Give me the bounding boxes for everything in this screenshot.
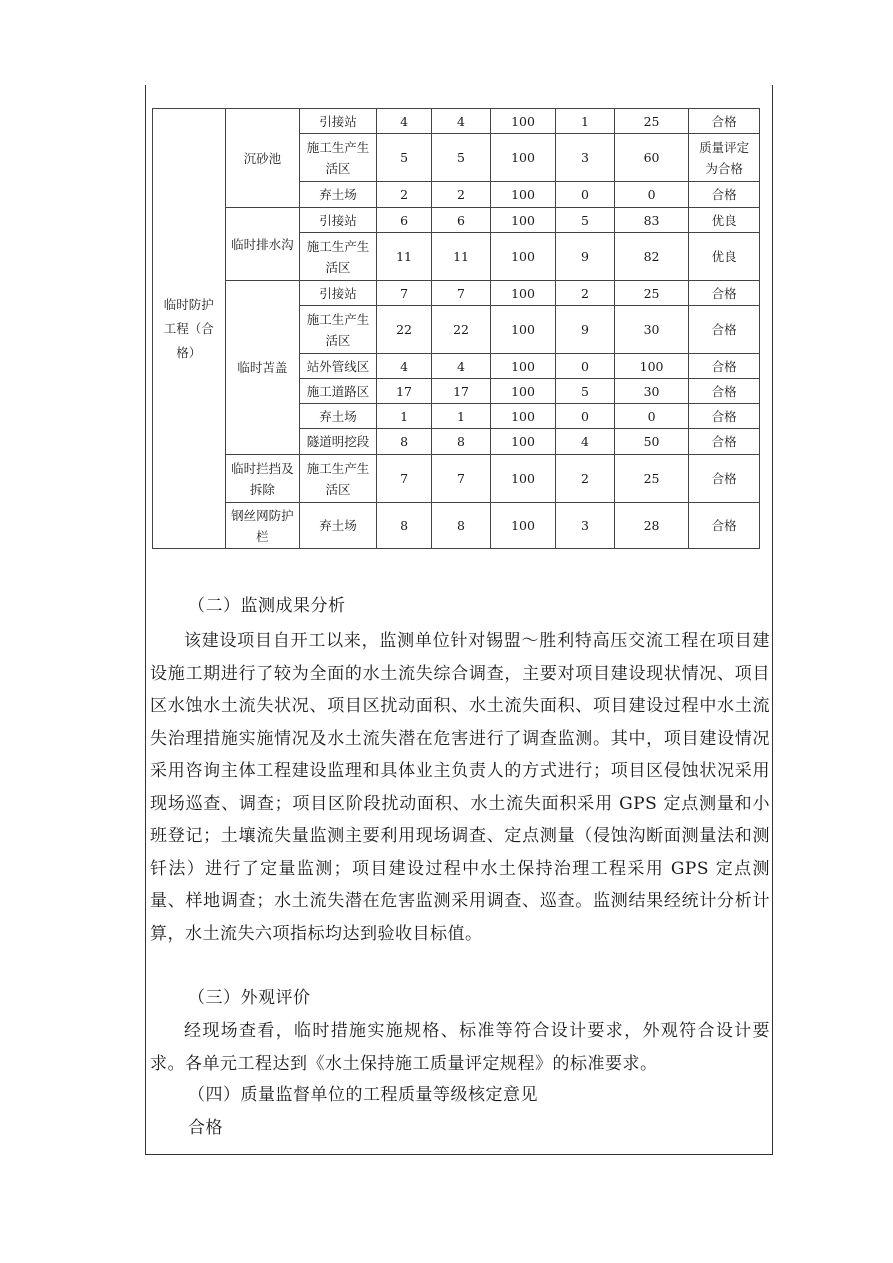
area-cell: 弃土场 — [300, 182, 377, 208]
value-cell: 100 — [490, 379, 556, 404]
value-cell: 17 — [432, 379, 490, 404]
measure-cell: 沉砂池 — [225, 109, 300, 208]
value-cell: 0 — [614, 404, 689, 429]
value-cell: 17 — [376, 379, 431, 404]
result-cell: 优良 — [689, 208, 760, 233]
result-cell: 合格 — [689, 306, 760, 354]
value-cell: 8 — [376, 429, 431, 455]
value-cell: 30 — [614, 306, 689, 354]
measure-cell: 临时拦挡及拆除 — [225, 455, 300, 503]
area-cell: 施工生产生活区 — [300, 233, 377, 281]
value-cell: 82 — [614, 233, 689, 281]
value-cell: 25 — [614, 281, 689, 306]
value-cell: 3 — [556, 503, 614, 549]
area-cell: 引接站 — [300, 109, 377, 134]
value-cell: 1 — [432, 404, 490, 429]
value-cell: 0 — [556, 182, 614, 208]
value-cell: 6 — [376, 208, 431, 233]
value-cell: 5 — [376, 134, 431, 182]
result-cell: 合格 — [689, 182, 760, 208]
value-cell: 9 — [556, 233, 614, 281]
area-cell: 施工生产生活区 — [300, 306, 377, 354]
value-cell: 100 — [490, 182, 556, 208]
value-cell: 100 — [614, 354, 689, 379]
table-row — [153, 208, 760, 233]
result-cell: 合格 — [689, 455, 760, 503]
value-cell: 100 — [490, 281, 556, 306]
value-cell: 28 — [614, 503, 689, 549]
area-cell: 施工生产生活区 — [300, 134, 377, 182]
area-cell: 施工道路区 — [300, 379, 377, 404]
value-cell: 30 — [614, 379, 689, 404]
table-row — [153, 281, 760, 306]
value-cell: 100 — [490, 503, 556, 549]
table-row — [153, 109, 760, 134]
area-cell: 弃土场 — [300, 503, 377, 549]
value-cell: 2 — [432, 182, 490, 208]
result-cell: 优良 — [689, 233, 760, 281]
area-cell: 站外管线区 — [300, 354, 377, 379]
result-cell: 合格 — [689, 429, 760, 455]
table-row — [153, 455, 760, 503]
measure-cell: 临时排水沟 — [225, 208, 300, 281]
value-cell: 22 — [376, 306, 431, 354]
value-cell: 100 — [490, 429, 556, 455]
result-cell: 合格 — [689, 354, 760, 379]
area-cell: 引接站 — [300, 281, 377, 306]
value-cell: 22 — [432, 306, 490, 354]
value-cell: 100 — [490, 233, 556, 281]
value-cell: 6 — [432, 208, 490, 233]
value-cell: 4 — [432, 109, 490, 134]
value-cell: 7 — [376, 455, 431, 503]
value-cell: 4 — [556, 429, 614, 455]
paragraph-supervision: 合格 — [188, 1118, 223, 1138]
value-cell: 8 — [376, 503, 431, 549]
section-heading-supervision: （四）质量监督单位的工程质量等级核定意见 — [188, 1085, 538, 1105]
value-cell: 11 — [376, 233, 431, 281]
value-cell: 7 — [376, 281, 431, 306]
value-cell: 11 — [432, 233, 490, 281]
value-cell: 0 — [556, 354, 614, 379]
area-cell: 隧道明挖段 — [300, 429, 377, 455]
result-cell: 合格 — [689, 404, 760, 429]
value-cell: 25 — [614, 455, 689, 503]
value-cell: 1 — [376, 404, 431, 429]
value-cell: 9 — [556, 306, 614, 354]
value-cell: 50 — [614, 429, 689, 455]
value-cell: 5 — [432, 134, 490, 182]
group-label: 临时防护工程（合格） — [153, 109, 226, 549]
value-cell: 2 — [376, 182, 431, 208]
value-cell: 0 — [556, 404, 614, 429]
value-cell: 100 — [490, 455, 556, 503]
value-cell: 2 — [556, 281, 614, 306]
value-cell: 25 — [614, 109, 689, 134]
value-cell: 0 — [614, 182, 689, 208]
result-cell: 合格 — [689, 503, 760, 549]
value-cell: 7 — [432, 455, 490, 503]
area-cell: 引接站 — [300, 208, 377, 233]
value-cell: 4 — [376, 354, 431, 379]
value-cell: 1 — [556, 109, 614, 134]
result-cell: 合格 — [689, 109, 760, 134]
result-cell: 质量评定为合格 — [689, 134, 760, 182]
value-cell: 100 — [490, 404, 556, 429]
value-cell: 5 — [556, 379, 614, 404]
measure-cell: 钢丝网防护栏 — [225, 503, 300, 549]
value-cell: 100 — [490, 208, 556, 233]
result-cell: 合格 — [689, 379, 760, 404]
value-cell: 8 — [432, 503, 490, 549]
value-cell: 8 — [432, 429, 490, 455]
value-cell: 2 — [556, 455, 614, 503]
value-cell: 7 — [432, 281, 490, 306]
value-cell: 83 — [614, 208, 689, 233]
area-cell: 施工生产生活区 — [300, 455, 377, 503]
value-cell: 3 — [556, 134, 614, 182]
quality-table — [152, 108, 760, 549]
value-cell: 100 — [490, 109, 556, 134]
value-cell: 4 — [376, 109, 431, 134]
area-cell: 弃土场 — [300, 404, 377, 429]
value-cell: 100 — [490, 354, 556, 379]
value-cell: 4 — [432, 354, 490, 379]
paragraph-appearance: 经现场查看，临时措施实施规格、标准等符合设计要求，外观符合设计要求。各单元工程达到《水土保持施工质量评定规程》的标准要求。 — [150, 1021, 770, 1074]
paragraph-monitoring: 该建设项目自开工以来，监测单位针对锡盟～胜利特高压交流工程在项目建设施工期进行了较为全面的水土流失综合调查，主要对项目建设现状情况、项目区水蚀水土流失状况、项目区扰动面积、水土流失面积、项目建设过程中水土流失治理措施实施情况及水土流失潜在危害进行了调查监测。其中，项目建设情况采用咨询主体工程建设监理和具体业主负责人的方式进行；项目区侵蚀状况采用现场巡查、调查；项目区阶段扰动面积、水土流失面积采用 GPS 定点测量和小班登记；土壤流失量监测主要利用现场调查、定点测量（侵蚀沟断面测量法和测钎法）进行了定量监测；项目建设过程中水土保持治理工程采用 GPS 定点测量、样地调查；水土流失潜在危害监测采用调查、巡查。监测结果经统计分析计算，水土流失六项指标均达到验收目标值。 — [150, 631, 770, 944]
section-heading-appearance: （三）外观评价 — [188, 988, 311, 1008]
value-cell: 100 — [490, 134, 556, 182]
result-cell: 合格 — [689, 281, 760, 306]
value-cell: 5 — [556, 208, 614, 233]
table-row — [153, 503, 760, 549]
section-heading-monitoring: （二）监测成果分析 — [188, 596, 346, 616]
value-cell: 100 — [490, 306, 556, 354]
measure-cell: 临时苫盖 — [225, 281, 300, 455]
value-cell: 60 — [614, 134, 689, 182]
